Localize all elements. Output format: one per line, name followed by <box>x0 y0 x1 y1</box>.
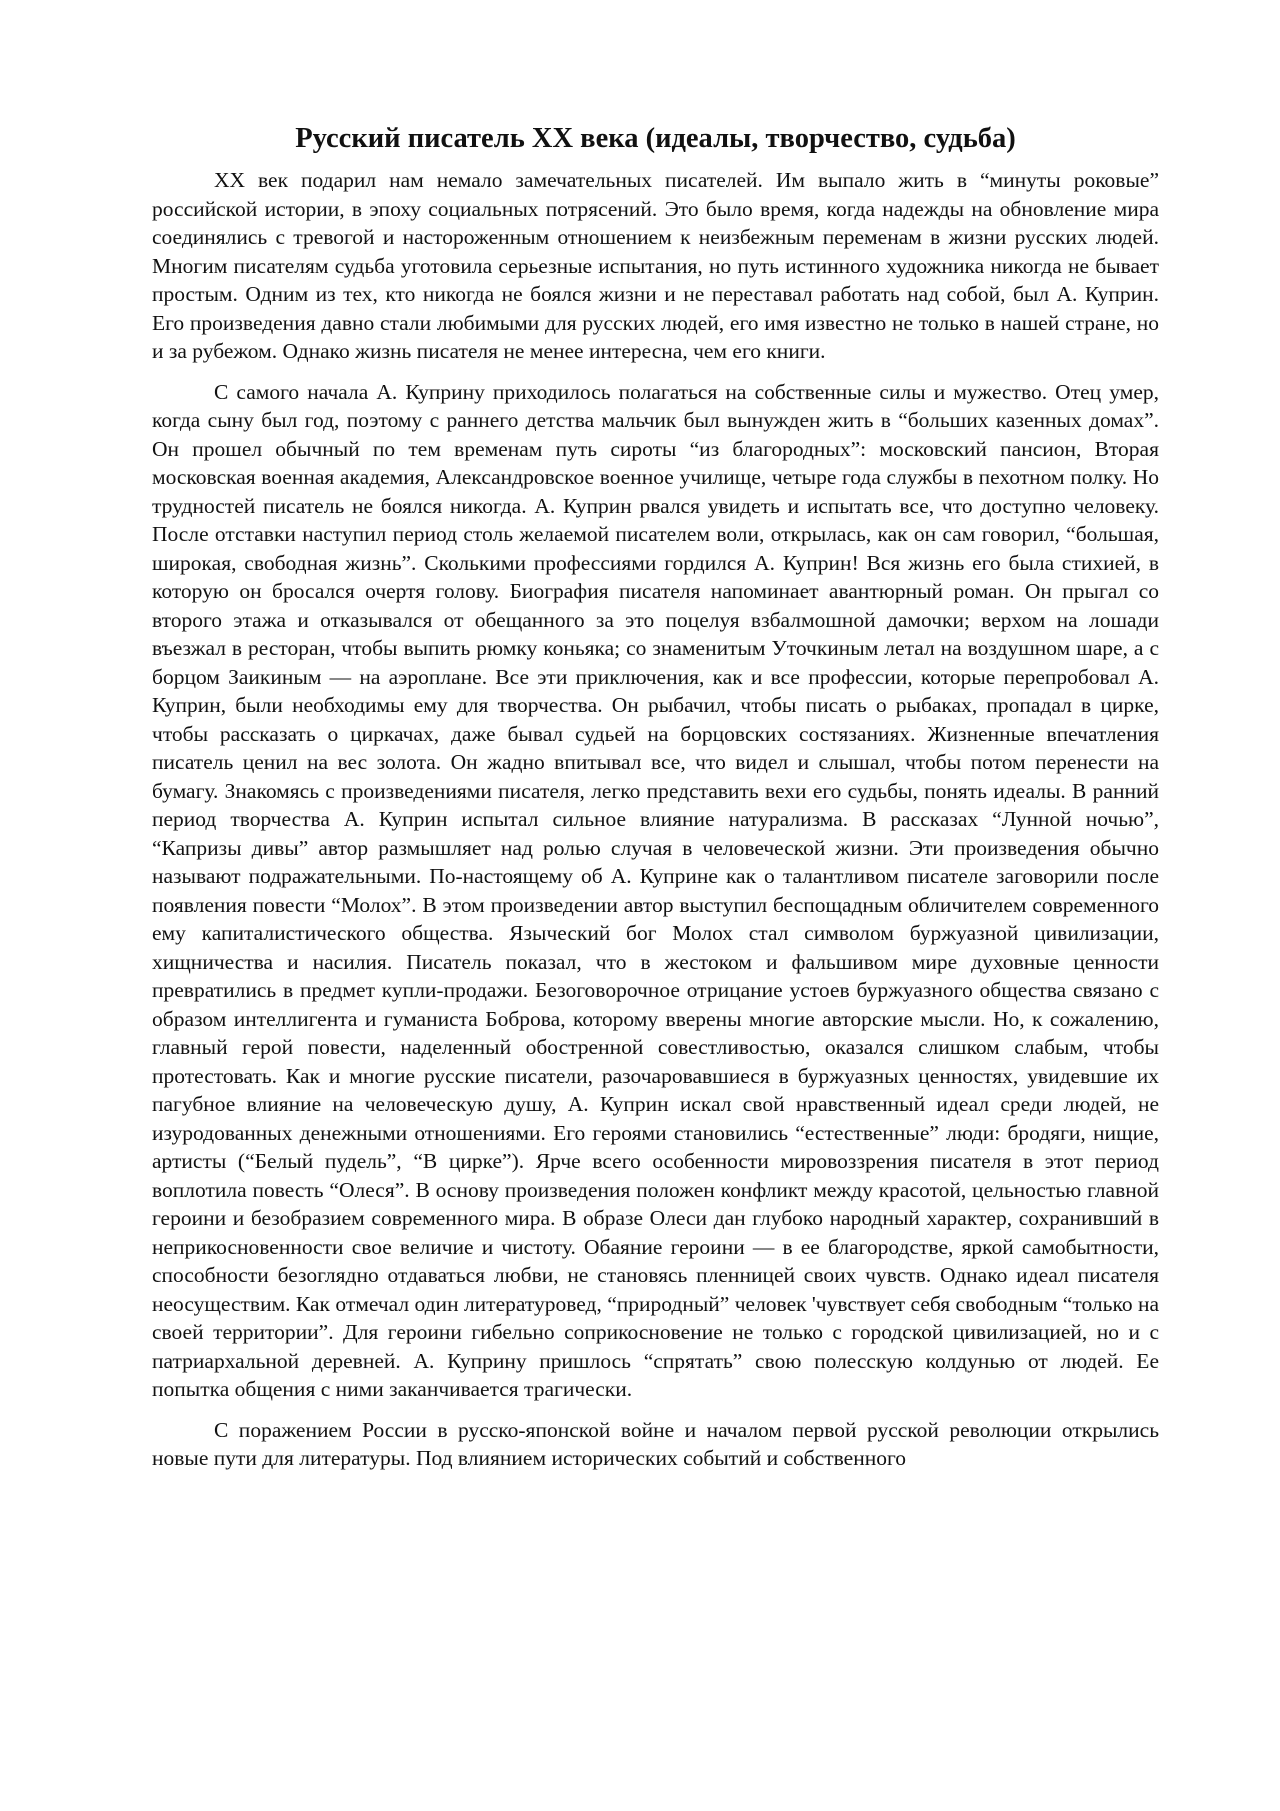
paragraph-revolution: С поражением России в русско-японской войне и началом первой русской революции открылись новые пути для литературы. Под влиянием исторических событий и собственного <box>152 1417 1159 1470</box>
document-body <box>152 122 1159 1473</box>
paragraph-intro: XX век подарил нам немало замечательных писателей. Им выпало жить в “минуты роковые” российской истории, в эпоху социальных потрясений. Это было время, когда надежды на обновление мира соединялись с тревогой и настороженным отношением к неизбежным переменам в жизни русских людей. Многим писателям судьба уготовила серьезные испытания, но путь истинного художника никогда не бывает простым. Одним из тех, кто никогда не боялся жизни и не переставал работать над собой, был А. Куприн. Его произведения давно стали любимыми для русских людей, его имя известно не только в нашей стране, но и за рубежом. Однако жизнь писателя не менее интересна, чем его книги. <box>152 168 1159 363</box>
page-title: Русский писатель XX века (идеалы, творчество, судьба) <box>295 123 1016 154</box>
paragraph-biography: С самого начала А. Куприну приходилось полагаться на собственные силы и мужество. Отец умер, когда сыну был год, поэтому с раннего детства мальчик был вынужден жить в “больших казенных домах”. Он прошел обычный по тем временам путь сироты “из благородных”: московский пансион, Вторая московская военная академия, Александровское военное училище, четыре года службы в пехотном полку. Но трудностей писатель не боялся никогда. А. Куприн рвался увидеть и испытать все, что доступно человеку. После отставки наступил период столь желаемой писателем воли, открылась, как он сам говорил, “большая, широкая, свободная жизнь”. Сколькими профессиями гордился А. Куприн! Вся жизнь его была стихией, в которую он бросался очертя голову. Биография писателя напоминает авантюрный роман. Он прыгал со второго этажа и отказывался от обещанного за это поцелуя взбалмошной дамочки; верхом на лошади въезжал в ресторан, чтобы выпить рюмку коньяка; со знаменитым Уточкиным летал на воздушном шаре, а с борцом Заикиным — на аэроплане. Все эти приключения, как и все профессии, которые перепробовал А. Куприн, были необходимы ему для творчества. Он рыбачил, чтобы писать о рыбаках, пропадал в цирке, чтобы рассказать о циркачах, даже бывал судьей на борцовских состязаниях. Жизненные впечатления писатель ценил на вес золота. Он жадно впитывал все, что видел и слышал, чтобы потом перенести на бумагу. Знакомясь с произведениями писателя, легко представить вехи его судьбы, понять идеалы. В ранний период творчества А. Куприн испытал сильное влияние натурализма. В рассказах “Лунной ночью”, “Капризы дивы” автор размышляет над ролью случая в человеческой жизни. Эти произведения обычно называют подражательными. По-настоящему об А. Куприне как о талантливом писателе заговорили после появления повести “Молох”. В этом произведении автор выступил беспощадным обличителем современного ему капиталистического общества. Языческий бог Молох стал символом буржуазной цивилизации, хищничества и насилия. Писатель показал, что в жестоком и фальшивом мире духовные ценности превратились в предмет купли-продажи. Безоговорочное отрицание устоев буржуазного общества связано с образом интеллигента и гуманиста Боброва, которому вверены многие авторские мысли. Но, к сожалению, главный герой повести, наделенный обостренной совестливостью, оказался слишком слабым, чтобы протестовать. Как и многие русские писатели, разочаровавшиеся в буржуазных ценностях, увидевшие их пагубное влияние на человеческую душу, А. Куприн искал свой нравственный идеал среди людей, не изуродованных денежными отношениями. Его героями становились “естественные” люди: бродяги, нищие, артисты (“Белый пудель”, “В цирке”). Ярче всего особенности мировоззрения писателя в этот период воплотила повесть “Олеся”. В основу произведения положен конфликт между красотой, цельностью главной героини и безобразием современного мира. В образе Олеси дан глубоко народный характер, сохранивший в неприкосновенности свое величие и чистоту. Обаяние героини — в ее благородстве, яркой самобытности, способности безоглядно отдаваться любви, не становясь пленницей своих чувств. Однако идеал писателя неосуществим. Как отмечал один литературовед, “природный” человек 'чувствует себя свободным “только на своей территории”. Для героини гибельно соприкосновение не только с городской цивилизацией, но и с патриархальной деревней. А. Куприну пришлось “спрятать” свою полесскую колдунью от людей. Ее попытка общения с ними заканчивается трагически. <box>152 379 1159 1401</box>
